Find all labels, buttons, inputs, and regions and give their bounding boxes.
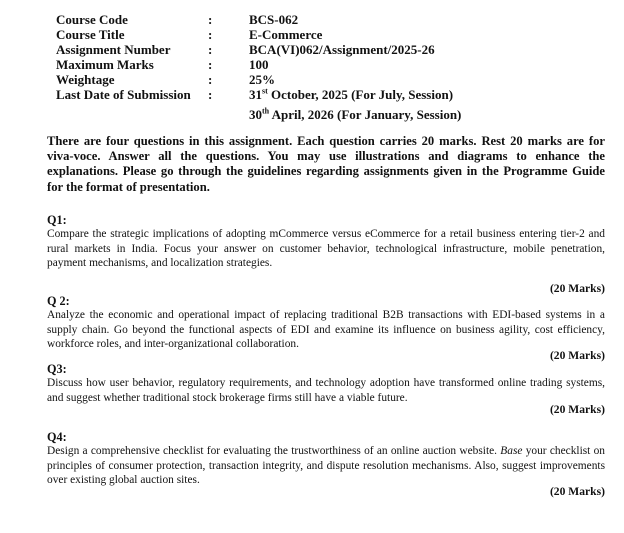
question-label: Q 2: — [47, 294, 70, 308]
colon: : — [208, 57, 213, 72]
submission-date-july — [249, 87, 453, 102]
date-rest: April, 2026 (For January, Session) — [269, 107, 462, 122]
question-label: Q1: — [47, 213, 67, 227]
submission-date-row-2 — [56, 107, 616, 127]
question-text-end: your checklist on principles of consumer protection, transaction integrity, and dispute resolution mechanisms. Also, suggest improvements over existing global auction sites. — [47, 445, 605, 487]
colon: : — [208, 72, 213, 87]
colon: : — [208, 27, 213, 42]
question-3 — [47, 362, 605, 405]
question-2 — [47, 294, 605, 352]
maximum-marks-row — [56, 57, 616, 72]
assignment-header — [56, 12, 616, 127]
question-text: Discuss how user behavior, regulatory requirements, and technology adoption have transformed online trading systems, and suggest whether traditional stock brokerage firms still have a viable future. — [47, 377, 605, 404]
question-1-marks: (20 Marks) — [549, 282, 605, 295]
course-code-value: BCS-062 — [249, 12, 299, 27]
question-label: Q4: — [47, 430, 67, 444]
colon: : — [208, 87, 213, 102]
colon: : — [208, 12, 213, 27]
question-2-marks: (20 Marks) — [549, 349, 605, 362]
date-suffix: th — [262, 106, 270, 116]
maximum-marks-label: Maximum Marks — [56, 57, 154, 72]
assignment-number-row — [56, 42, 616, 57]
question-text — [47, 444, 605, 488]
date-rest: October, 2025 (For July, Session) — [267, 87, 454, 102]
weightage-label: Weightage — [56, 72, 115, 87]
course-title-label: Course Title — [56, 27, 125, 42]
assignment-number-value: BCA(VI)062/Assignment/2025-26 — [249, 42, 435, 57]
question-text: Compare the strategic implications of adopting mCommerce versus eCommerce for a retail business entering tier-2 and rural markets in India. Focus your answer on customer behavior, technological infrastructure, mobile penetration, payment mechanisms, and localization strategies. — [47, 228, 605, 270]
course-code-row — [56, 12, 616, 27]
instructions-paragraph: There are four questions in this assignment. Each question carries 20 marks. Rest 20 marks are for viva-voce. Answer all the questions. You may use illustrations and diagrams to enhance the explanations. Please go through the guidelines regarding assignments given in the Programme Guide for the format of presentation. — [47, 134, 605, 194]
question-1 — [47, 213, 605, 271]
submission-date-january — [249, 107, 461, 122]
weightage-row — [56, 72, 616, 87]
question-3-marks: (20 Marks) — [549, 403, 605, 416]
course-title-value: E-Commerce — [249, 27, 323, 42]
course-code-label: Course Code — [56, 12, 128, 27]
question-text: Analyze the economic and operational impact of replacing traditional B2B transactions with EDI-based systems in a supply chain. Go beyond the functional aspects of EDI and examine its influence on business agility, cost efficiency, workforce roles, and inter-organizational collaboration. — [47, 309, 605, 351]
question-text-start: Design a comprehensive checklist for evaluating the trustworthiness of an online auction website. — [47, 445, 501, 457]
emphasis-word: Base — [500, 445, 523, 457]
date-suffix: st — [262, 86, 268, 96]
question-4-marks: (20 Marks) — [549, 485, 605, 498]
submission-date-row — [56, 87, 616, 107]
question-label: Q3: — [47, 362, 67, 376]
course-title-row — [56, 27, 616, 42]
date-day: 31 — [249, 87, 262, 102]
weightage-value: 25% — [249, 72, 275, 87]
submission-date-label: Last Date of Submission — [56, 87, 191, 102]
date-day: 30 — [249, 107, 262, 122]
maximum-marks-value: 100 — [249, 57, 269, 72]
colon: : — [208, 42, 213, 57]
question-4 — [47, 430, 605, 488]
assignment-number-label: Assignment Number — [56, 42, 171, 57]
